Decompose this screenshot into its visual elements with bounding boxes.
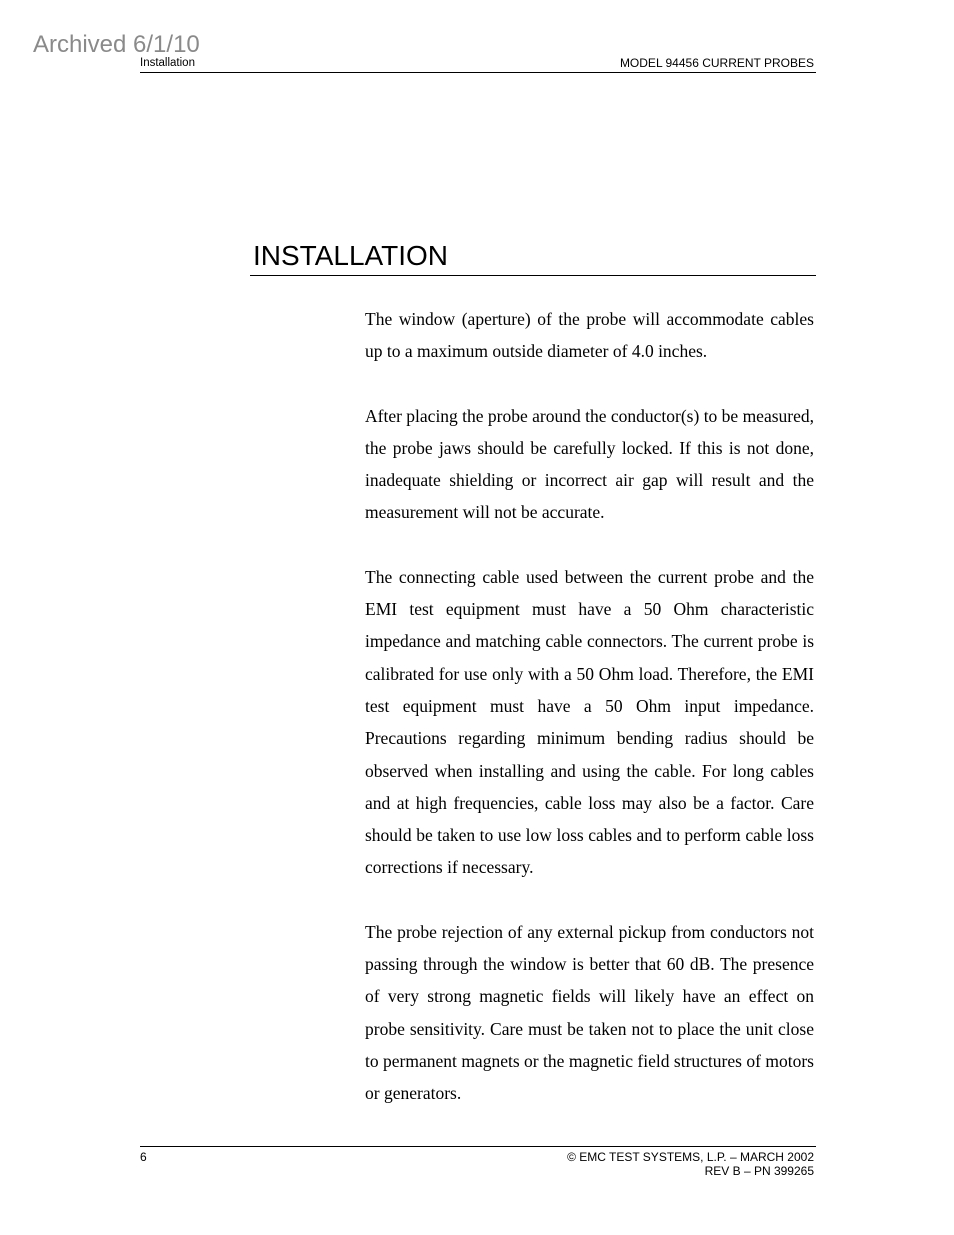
section-title: INSTALLATION xyxy=(253,240,449,271)
body-text xyxy=(365,303,814,1142)
header-section-label: Installation xyxy=(140,57,195,69)
paragraph-jaws-locking: After placing the probe around the conductor(s) to be measured, the probe jaws should be carefully locked. If this is not done, inadequate shielding or incorrect air gap will result and the measurement will not be accurate. xyxy=(365,405,815,523)
footer-info xyxy=(567,1150,814,1178)
paragraph-aperture: The window (aperture) of the probe will accommodate cables up to a maximum outside diameter of 4.0 inches. xyxy=(365,309,814,362)
footer-copyright: © EMC TEST SYSTEMS, L.P. – MARCH 2002 xyxy=(567,1150,814,1164)
header-document-title: MODEL 94456 CURRENT PROBES xyxy=(619,56,814,70)
archived-watermark: Archived 6/1/10 xyxy=(33,31,200,58)
footer-divider xyxy=(140,1146,816,1147)
paragraph-rejection: The probe rejection of any external pickup from conductors not passing through the window is better that 60 dB. The presence of very strong magnetic fields will likely have an effect on probe sensitivity. Care must be taken not to place the unit close to permanent magnets or the magnetic field structures of motors or generators. xyxy=(365,921,814,1104)
section-title-divider xyxy=(250,275,816,276)
footer-revision: REV B – PN 399265 xyxy=(704,1164,814,1178)
paragraph-connecting-cable: The connecting cable used between the current probe and the EMI test equipment must have a 50 Ohm characteristic impedance and matching cable connectors. The current probe is calibrated for use only with a 50 Ohm load. Therefore, the EMI test equipment must have a 50 Ohm input impedance. Precautions regarding minimum bending radius should be observed when installing and using the cable. For long cables and at high frequencies, cable loss may also be a factor. Care should be taken to use low loss cables and to perform cable loss corrections if necessary. xyxy=(365,566,814,878)
header-divider xyxy=(140,72,816,73)
page-number: 6 xyxy=(140,1150,147,1164)
